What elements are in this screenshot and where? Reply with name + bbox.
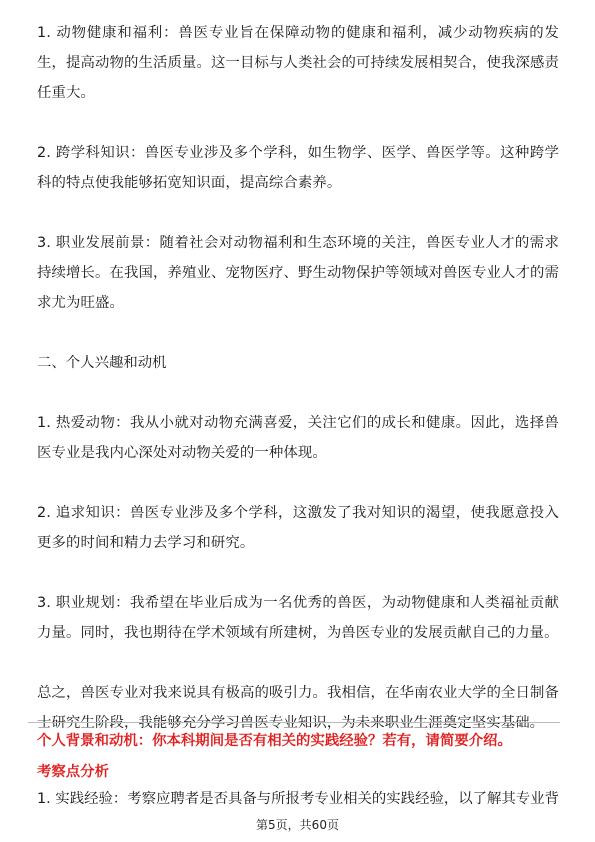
paragraph-interdisciplinary: 2. 跨学科知识：兽医专业涉及多个学科，如生物学、医学、兽医学等。这种跨学科的特点使我能够拓宽知识面，提高综合素养。 [37,145,559,191]
analysis-item: 1. 实践经验：考察应聘者是否具备与所报考专业相关的实践经验，以了解其专业背 [37,791,559,807]
paragraph-conclusion: 总之，兽医专业对我来说具有极高的吸引力。我相信，在华南农业大学的全日制备士研究生阶段，我能够充分学习兽医专业知识，为未来职业生涯奠定坚实基础。 [37,685,559,731]
paragraph-pursue-knowledge: 2. 追求知识：兽医专业涉及多个学科，这激发了我对知识的渴望，使我愿意投入更多的时间和精力去学习和研究。 [37,505,559,551]
interview-question: 个人背景和动机：你本科期间是否有相关的实践经验？若有，请简要介绍。 [37,733,512,749]
paragraph-animal-welfare: 1. 动物健康和福利：兽医专业旨在保障动物的健康和福利，减少动物疾病的发生，提高动物的生活质量。这一目标与人类社会的可持续发展相契合，使我深感责任重大。 [37,25,559,101]
paragraph-career-prospects: 3. 职业发展前景：随着社会对动物福利和生态环境的关注，兽医专业人才的需求持续增长。在我国，养殖业、宠物医疗、野生动物保护等领域对兽医专业人才的需求尤为旺盛。 [37,235,559,311]
paragraph-career-plan: 3. 职业规划：我希望在毕业后成为一名优秀的兽医，为动物健康和人类福祉贡献力量。同时，我也期待在学术领域有所建树，为兽医专业的发展贡献自己的力量。 [37,595,559,641]
page-number: 第5页，共60页 [256,818,339,832]
paragraph-love-animals: 1. 热爱动物：我从小就对动物充满喜爱，关注它们的成长和健康。因此，选择兽医专业是我内心深处对动物关爱的一种体现。 [37,415,559,461]
section-heading: 二、个人兴趣和动机 [37,355,167,371]
body-content [37,18,559,738]
section-divider [28,722,560,723]
analysis-title: 考察点分析 [37,764,109,780]
